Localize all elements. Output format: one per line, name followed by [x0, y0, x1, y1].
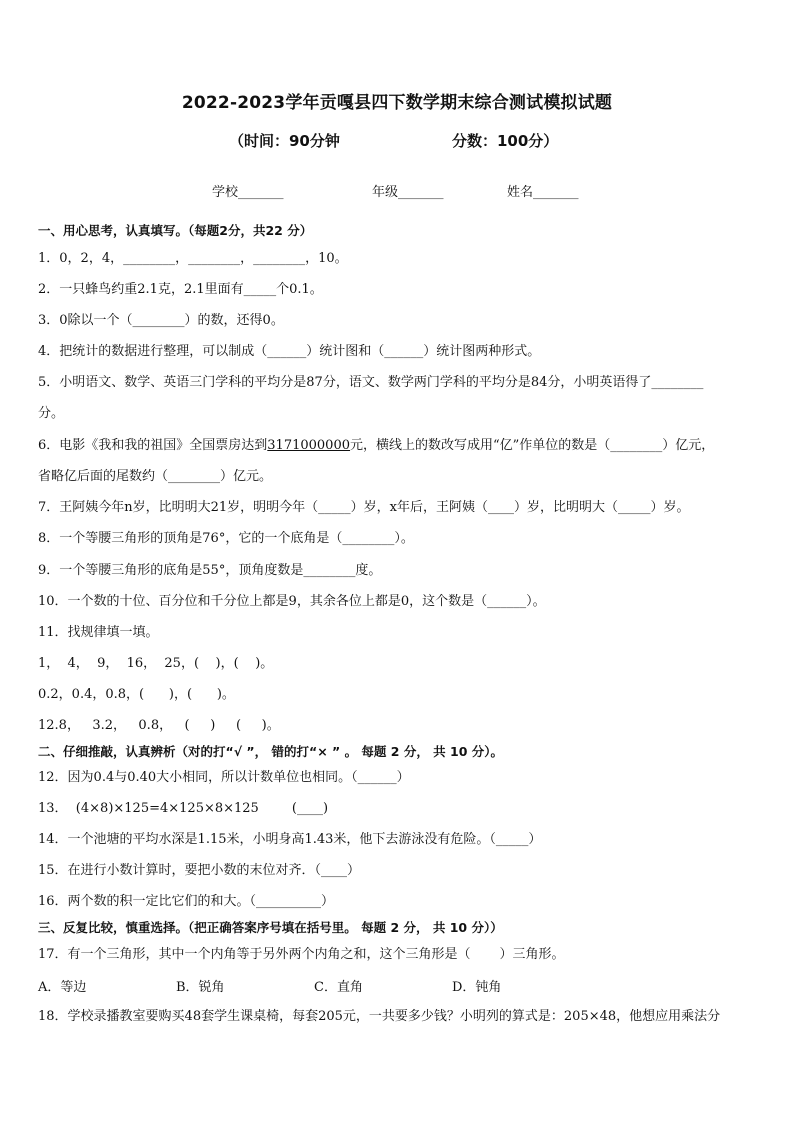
name-field: 姓名_______ [507, 185, 579, 200]
box-office-number: 3171000000 [267, 438, 350, 453]
question-6 [38, 436, 758, 456]
question-17: 17．有一个三角形，其中一个内角等于另外两个内角之和，这个三角形是（ ）三角形。 [38, 947, 565, 962]
question-2: 2．一只蜂鸟约重2.1克，2.1里面有_____个0.1。 [38, 282, 323, 297]
school-field: 学校_______ [212, 185, 284, 200]
question-7: 7．王阿姨今年n岁，比明明大21岁，明明今年（_____）岁，x年后，王阿姨（____）岁，比明明大（_____）岁。 [38, 500, 690, 515]
question-8: 8．一个等腰三角形的顶角是76°，它的一个底角是（________）。 [38, 531, 414, 546]
section-1-heading: 一、用心思考，认真填写。（每题2分，共22 分） [38, 223, 313, 238]
question-12: 12．因为0.4与0.40大小相同，所以计数单位也相同。（______） [38, 770, 410, 785]
section-2-heading: 二、仔细推敲，认真辨析（对的打“√ ”， 错的打“× ” 。 每题 2 分， 共 10 分）。 [38, 744, 504, 759]
question-18: 18．学校录播教室要购买48套学生课桌椅，每套205元，一共要多少钱？小明列的算式是：205×48，他想应用乘法分 [38, 1009, 721, 1024]
question-3: 3．0除以一个（________）的数，还得0。 [38, 313, 284, 328]
option-d: D．钝角 [452, 980, 502, 995]
question-11-row-2: 0.2，0.4，0.8，( )，( )。 [38, 687, 235, 702]
option-a: A．等边 [38, 980, 87, 995]
grade-field: 年级_______ [372, 185, 444, 200]
question-5-cont: 分。 [38, 406, 65, 421]
exam-score: 分数：100分） [452, 132, 559, 150]
question-5: 5．小明语文、数学、英语三门学科的平均分是87分，语文、数学两门学科的平均分是84分，小明英语得了________ [38, 375, 704, 390]
page-title: 2022-2023学年贡嘎县四下数学期末综合测试模拟试题 [181, 93, 613, 113]
question-14: 14．一个池塘的平均水深是1.15米，小明身高1.43米，他下去游泳没有危险。（_____） [38, 832, 542, 847]
question-4: 4．把统计的数据进行整理，可以制成（______）统计图和（______）统计图两种形式。 [38, 344, 541, 359]
question-1: 1．0，2，4，________，________，________，10。 [38, 251, 348, 266]
question-6-pre: 6．电影《我和我的祖国》全国票房达到 [38, 438, 268, 453]
section-3-heading: 三、反复比较，慎重选择。（把正确答案序号填在括号里。 每题 2 分， 共 10 分）） [38, 920, 503, 935]
question-11: 11．找规律填一填。 [38, 625, 159, 640]
option-c: C．直角 [314, 980, 363, 995]
question-6-cont: 省略亿后面的尾数约（________）亿元。 [38, 469, 273, 484]
question-11-row-3: 12.8， 3.2， 0.8， ( ) ( )。 [38, 718, 280, 733]
question-6-post: 元，横线上的数改写成用“亿”作单位的数是（________）亿元， [350, 438, 715, 453]
question-15: 15．在进行小数计算时，要把小数的末位对齐．（____） [38, 863, 361, 878]
option-b: B．锐角 [176, 980, 225, 995]
question-16: 16．两个数的积一定比它们的和大。（__________） [38, 894, 335, 909]
question-13: 13． (4×8)×125=4×125×8×125 (____) [38, 801, 329, 816]
exam-time: （时间：90分钟 [229, 132, 340, 150]
question-9: 9．一个等腰三角形的底角是55°，顶角度数是________度。 [38, 563, 382, 578]
question-11-row-1: 1， 4， 9， 16， 25，( )，( )。 [38, 656, 274, 671]
question-10: 10．一个数的十位、百分位和千分位上都是9，其余各位上都是0，这个数是（______）。 [38, 594, 546, 609]
